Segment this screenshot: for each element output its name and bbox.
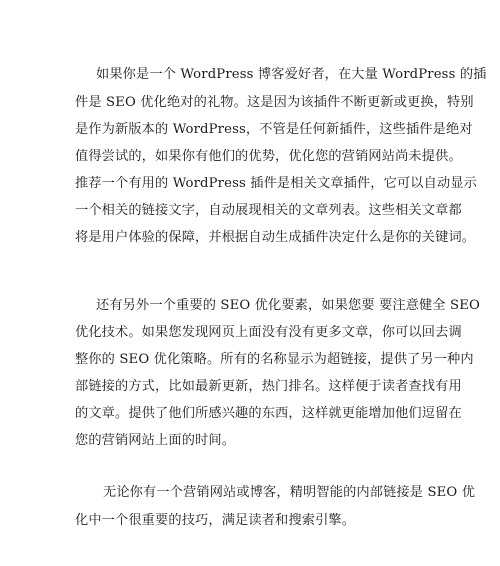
paragraph-2-line-2: 优化技术。如果您发现网页上面没有没有更多文章，你可以回去调 [75,325,462,340]
paragraph-2-line-5: 的文章。提供了他们所感兴趣的东西，这样就更能增加他们逗留在 [75,406,462,421]
paragraph-1-line-1: 如果你是一个 WordPress 博客爱好者，在大量 WordPress 的插 [96,67,487,82]
paragraph-1-line-4: 值得尝试的，如果你有他们的优势，优化您的营销网站尚未提供。 [75,149,462,164]
paragraph-2-line-4: 部链接的方式，比如最新更新，热门排名。这样便于读者查找有用 [75,379,462,394]
paragraph-1-line-6: 一个相关的链接文字，自动展现相关的文章列表。这些相关文章都 [75,203,462,218]
paragraph-1-line-5: 推荐一个有用的 WordPress 插件是相关文章插件，它可以自动显示 [75,176,477,191]
paragraph-3-line-1: 无论你有一个营销网站或博客，精明智能的内部链接是 SEO 优 [103,485,476,500]
paragraph-1-line-3: 是作为新版本的 WordPress，不管是任何新插件，这些插件是绝对 [75,122,473,137]
paragraph-1-line-7: 将是用户体验的保障，并根据自动生成插件决定什么是你的关键词。 [75,230,476,245]
paragraph-2-line-3: 整你的 SEO 优化策略。所有的名称显示为超链接，提供了另一种内 [75,352,474,367]
paragraph-1-line-2: 件是 SEO 优化绝对的礼物。这是因为该插件不断更新或更换，特别 [75,95,474,110]
paragraph-2-line-6: 您的营销网站上面的时间。 [75,433,236,448]
paragraph-2-line-1: 还有另外一个重要的 SEO 优化要素，如果您要 要注意健全 SEO [96,298,480,313]
paragraph-3-line-2: 化中一个很重要的技巧，满足读者和搜索引擎。 [75,513,356,528]
